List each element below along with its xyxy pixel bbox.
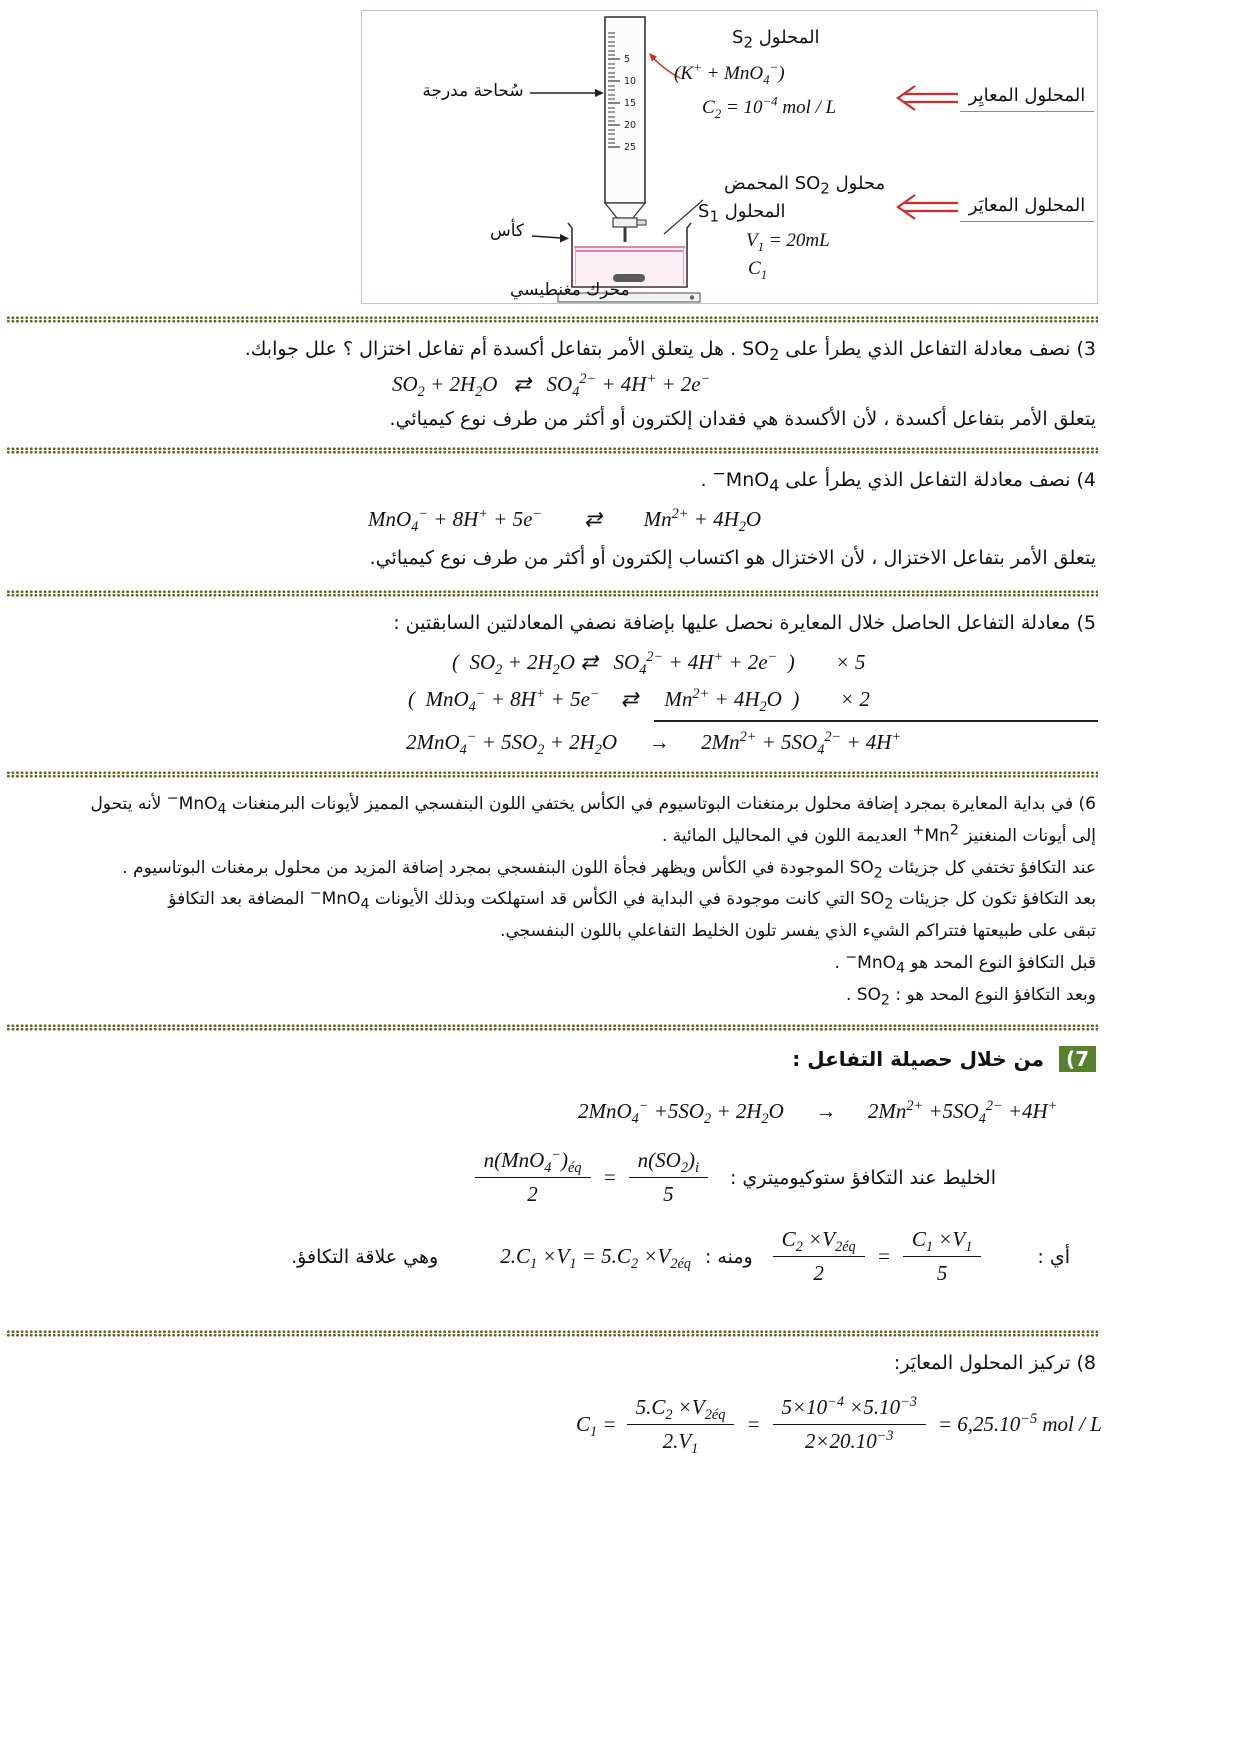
section-7-title: من خلال حصيلة التفاعل : (792, 1047, 1044, 1072)
red-double-arrow-titrant (898, 86, 958, 110)
multiplier-2: × 2 (840, 687, 870, 712)
stirrer-label: محرك مغنطيسي (510, 280, 630, 300)
fraction-denominator: 2 (475, 1177, 591, 1207)
equals-sign: = (746, 1411, 761, 1436)
ratio-label: الخليط عند التكافؤ ستوكيوميتري : (729, 1166, 996, 1189)
overall-reaction-equation: $2MnO_4^- + 5SO_2 + 2H_2O$ → $2Mn^{2+} + 5SO_4^{2-} + 4H^+$ (406, 729, 902, 759)
fraction-denominator: 5 (629, 1177, 708, 1207)
dotted-separator (6, 447, 1098, 454)
question-3-text: 3) نصف معادلة التفاعل الذي يطرأ على $SO_2$ . هل يتعلق الأمر بتفاعل أكسدة أم تفاعل اختزال ؟ علل جوابك. (244, 338, 1096, 364)
acidified-so2-label: محلول $SO_2$ المحمض (724, 173, 886, 198)
section-7-header (6, 1047, 1096, 1071)
question-8-label: 8) تركيز المحلول المعايَر: (893, 1352, 1096, 1375)
fraction-denominator: 2 (773, 1256, 865, 1286)
dotted-separator (6, 771, 1098, 778)
half-equation-1: ( $SO_2 + 2H_2O$ ⇄ $SO_4^{2-} + 4H^+ + 2e^-$ ) (452, 649, 795, 679)
that-is-label: أي : (1037, 1245, 1070, 1268)
question-5-text: 5) معادلة التفاعل الحاصل خلال المعايرة نحصل عليها بإضافة نصفي المعادلتين السابقتين : (393, 611, 1096, 634)
answer-4-text: يتعلق الأمر بتفاعل الاختزال ، لأن الاختزال هو اكتساب إلكترون أو أكثر من طرف نوع كيميائي. (369, 547, 1096, 570)
dotted-separator (6, 590, 1098, 597)
scale-number: 10 (624, 76, 637, 87)
scale-number: 25 (624, 142, 637, 153)
fraction-numeric (773, 1395, 926, 1454)
ratio-fractions (475, 1148, 708, 1207)
answer-3-text: يتعلق الأمر بتفاعل أكسدة ، لأن الأكسدة هي فقدان إلكترون أو أكثر من طرف نوع كيميائي. (389, 408, 1096, 431)
addition-rule-line (654, 720, 1098, 722)
fraction-numerator: $n(MnO_4^-)_{éq}$ (483, 1147, 582, 1177)
concentration-calculation-row (6, 1393, 1102, 1458)
equals-sign: = (876, 1244, 891, 1269)
fraction-numerator: $5.C_2 \times V_{2éq}$ (635, 1394, 726, 1424)
solution1-volume: $V_1 = 20mL$ (746, 230, 830, 254)
fraction-c1v1 (903, 1227, 982, 1286)
content-column (6, 0, 1102, 1464)
fraction-denominator: 5 (903, 1256, 982, 1286)
cv-fractions (773, 1227, 982, 1286)
question-4-text: 4) نصف معادلة التفاعل الذي يطرأ على MnO$_4$− . (700, 465, 1096, 495)
fraction-denominator: $2.V_1$ (627, 1424, 735, 1454)
dotted-separator (6, 1024, 1098, 1031)
fraction-symbolic (627, 1394, 735, 1458)
fraction-c2v2 (773, 1227, 865, 1286)
scale-number: 5 (624, 54, 631, 65)
equation-mno4-half-reaction (6, 506, 1098, 536)
fraction-numerator: $C_2 \times V_{2éq}$ (781, 1227, 856, 1256)
analyte-solution-label: المحلول المعايَر (960, 195, 1094, 222)
solution2-label: المحلول $S_2$ (732, 27, 820, 52)
dotted-separator (6, 316, 1098, 323)
half-equation-1-line (6, 649, 1098, 679)
red-double-arrow-analyte (898, 195, 958, 219)
fraction-numerator: $5\times 10^{-4} \times 5.10^{-3}$ (781, 1393, 917, 1419)
mno4-reduction-equation: MnO$_4$− + 8H+ + 5e− ⇄ $Mn^{2+} + 4H_2O$ (368, 506, 762, 536)
multiplier-5: × 5 (835, 650, 866, 675)
section-7-number: 7) (1059, 1046, 1096, 1072)
titrant-solution-label: المحلول المعايِر (960, 85, 1094, 112)
q6-line-1: 6) في بداية المعايرة بمجرد إضافة محلول برمنغنات البوتاسيوم في الكأس يختفي اللون البنفسجي المميز لأيونات البرمنغنات MnO$_4$− لأنه يتحول (90, 790, 1096, 818)
scale-number: 15 (624, 98, 637, 109)
q6-line-4: بعد التكافؤ تكون كل جزيئات $SO_2$ التي كانت موجودة في البداية في الكأس قد استهلكت وبذلك الأيونات MnO$_4$− المضافة بعد التكافؤ (168, 885, 1096, 913)
hence-label: ومنه : (704, 1245, 753, 1268)
fraction-numerator: $n(SO_2)_i$ (637, 1148, 699, 1177)
q6-line-5: تبقى على طبيعتها فتتراكم الشيء الذي يفسر تلون الخليط التفاعلي باللون البنفسجي. (500, 921, 1096, 942)
half-equation-2-line (6, 686, 1098, 716)
q7-overall-equation-line (6, 1098, 1098, 1128)
fraction-n-mno4 (475, 1148, 591, 1207)
solution2-formula: (K+ + MnO$_4$−) (674, 59, 785, 87)
beaker-drawing (568, 223, 691, 287)
equivalence-relation: $2.C_1 \times V_1 = 5.C_2 \times V_{2éq}$ (500, 1244, 691, 1273)
titration-apparatus-drawing (362, 11, 1097, 303)
stoichiometric-ratio-row (6, 1148, 1098, 1207)
q6-line-6: قبل التكافؤ النوع المحد هو MnO$_4$− . (834, 949, 1096, 977)
half-equation-2: ( MnO$_4$− + 8H+ + 5e− ⇄ $Mn^{2+} + 4H_2O$ ) (408, 686, 800, 716)
c1-lhs: $C_1$ = (576, 1411, 617, 1441)
equals-sign: = (602, 1165, 617, 1190)
dotted-separator (6, 1330, 1098, 1337)
burette-label: سُحاحة مدرجة (422, 81, 524, 101)
final-result: = $6,25.10^{-5}$ mol / L (937, 1410, 1102, 1436)
fraction-n-so2 (629, 1148, 708, 1207)
q6-line-3: عند التكافؤ تختفي كل جزيئات $SO_2$ الموجودة في الكأس ويظهر فجأة اللون البنفسجي بمجرد إضافة المزيد من محلول برمغنات البوتاسيوم . (122, 857, 1096, 882)
equivalence-note: وهي علاقة التكافؤ. (291, 1245, 439, 1268)
so2-oxidation-equation: $SO_2 + 2H_2O$ ⇄ $SO_4^{2-} + 4H^+ + 2e^-$ (392, 371, 711, 401)
q7-overall-equation: $2MnO_4^- +5SO_2 + 2H_2O$ → $2Mn^{2+} +5SO_4^{2-} +4H^+$ (578, 1098, 1058, 1128)
q6-line-2: إلى أيونات المنغنيز $Mn^{2+}$ العديمة اللون في المحاليل المائية . (661, 822, 1096, 846)
fraction-denominator: $2\times 20.10^{-3}$ (773, 1424, 926, 1454)
beaker-label: كأس (490, 221, 525, 241)
solution1-label: المحلول $S_1$ (698, 201, 786, 226)
solution1-concentration: $C_1$ (748, 258, 768, 282)
fraction-numerator: $C_1 \times V_1$ (911, 1227, 973, 1256)
equation-so2-half-reaction (6, 371, 1098, 401)
question-6-block (6, 790, 1098, 1010)
overall-equation-line (6, 729, 1098, 759)
equivalence-relation-row (6, 1227, 1098, 1286)
scale-number: 20 (624, 120, 637, 131)
titration-diagram (361, 10, 1098, 304)
solution2-concentration: $C_2 = 10^{-4}$ mol / L (702, 93, 837, 121)
q6-line-7: وبعد التكافؤ النوع المحد هو : $SO_2$ . (845, 984, 1096, 1009)
